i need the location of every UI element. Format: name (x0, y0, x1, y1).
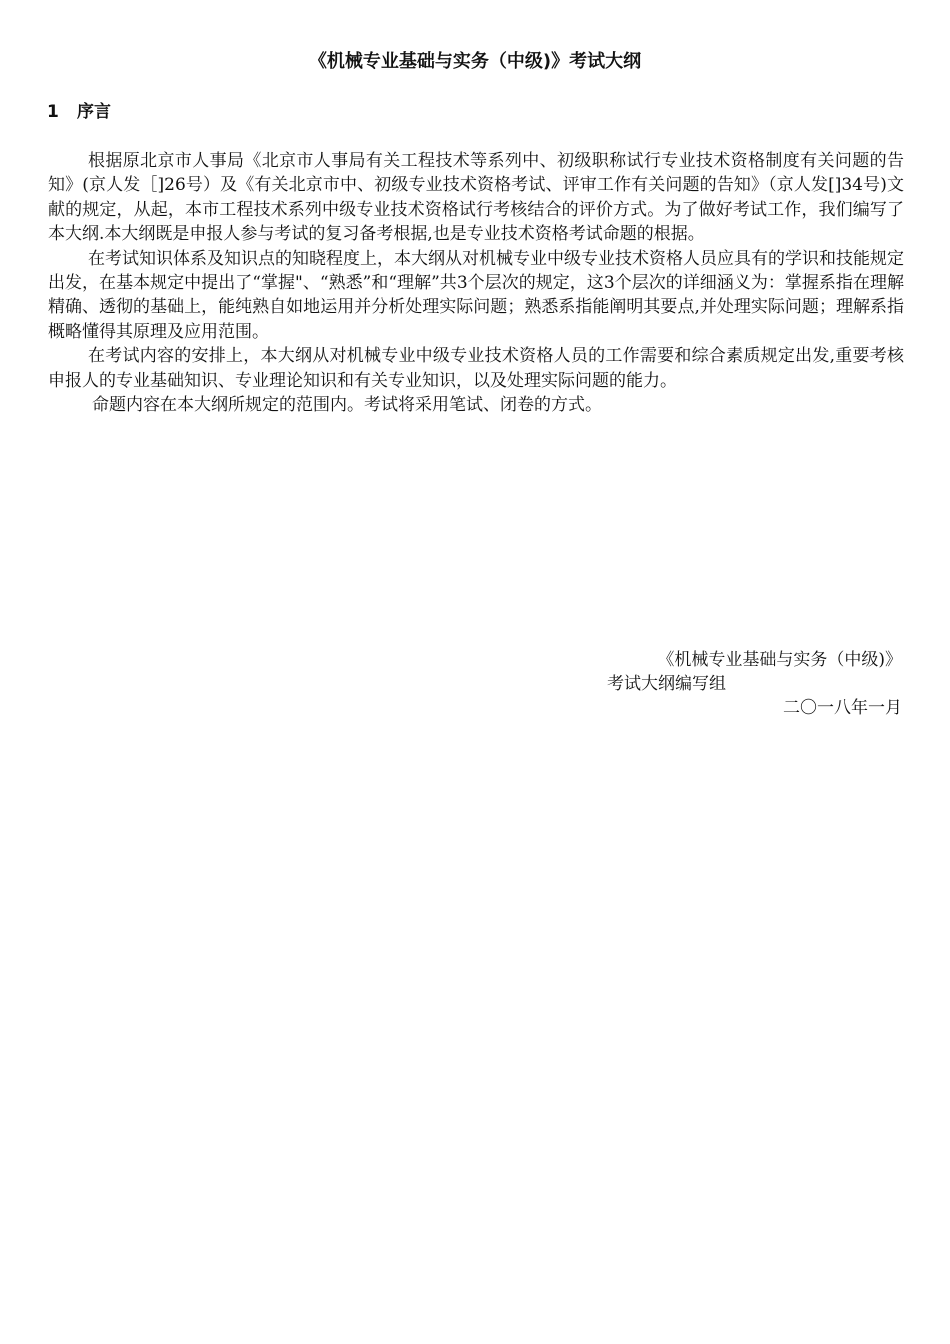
signature-date: 二〇一八年一月 (783, 698, 902, 718)
signature-group: 考试大纲编写组 (607, 674, 726, 694)
document-body (48, 149, 904, 417)
section-number: 1 (47, 102, 59, 122)
document-title: 《机械专业基础与实务（中级)》考试大纲 (308, 51, 642, 72)
paragraph-knowledge-levels: 在考试知识体系及知识点的知晓程度上，本大纲从对机械专业中级专业技术资格人员应具有的学识和技能规定出发，在基本规定中提出了“掌握"、“熟悉”和“理解”共3个层次的规定，这3个层次的详细涵义为：掌握系指在理解精确、透彻的基础上，能纯熟自如地运用并分析处理实际问题；熟悉系指能阐明其要点,并处理实际问题；理解系指概略懂得其原理及应用范围。 (48, 248, 904, 342)
paragraph-background: 根据原北京市人事局《北京市人事局有关工程技术等系列中、初级职称试行专业技术资格制度有关问题的告知》(京人发［]26号）及《有关北京市中、初级专业技术资格考试、评审工作有关问题的告知》（京人发[]34号)文献的规定，从起，本市工程技术系列中级专业技术资格试行考核结合的评价方式。为了做好考试工作，我们编写了本大纲.本大纲既是申报人参与考试的复习备考根据,也是专业技术资格考试命题的根据。 (48, 151, 904, 245)
signature-block (572, 648, 902, 720)
section-title: 序言 (77, 102, 111, 122)
paragraph-exam-content: 在考试内容的安排上，本大纲从对机械专业中级专业技术资格人员的工作需要和综合素质规定出发,重要考核申报人的专业基础知识、专业理论知识和有关专业知识，以及处理实际问题的能力。 (48, 346, 904, 391)
signature-name: 《机械专业基础与实务（中级)》 (657, 650, 902, 670)
paragraph-exam-format: 命题内容在本大纲所规定的范围内。考试将采用笔试、闭卷的方式。 (92, 395, 602, 416)
section-heading (47, 101, 111, 123)
